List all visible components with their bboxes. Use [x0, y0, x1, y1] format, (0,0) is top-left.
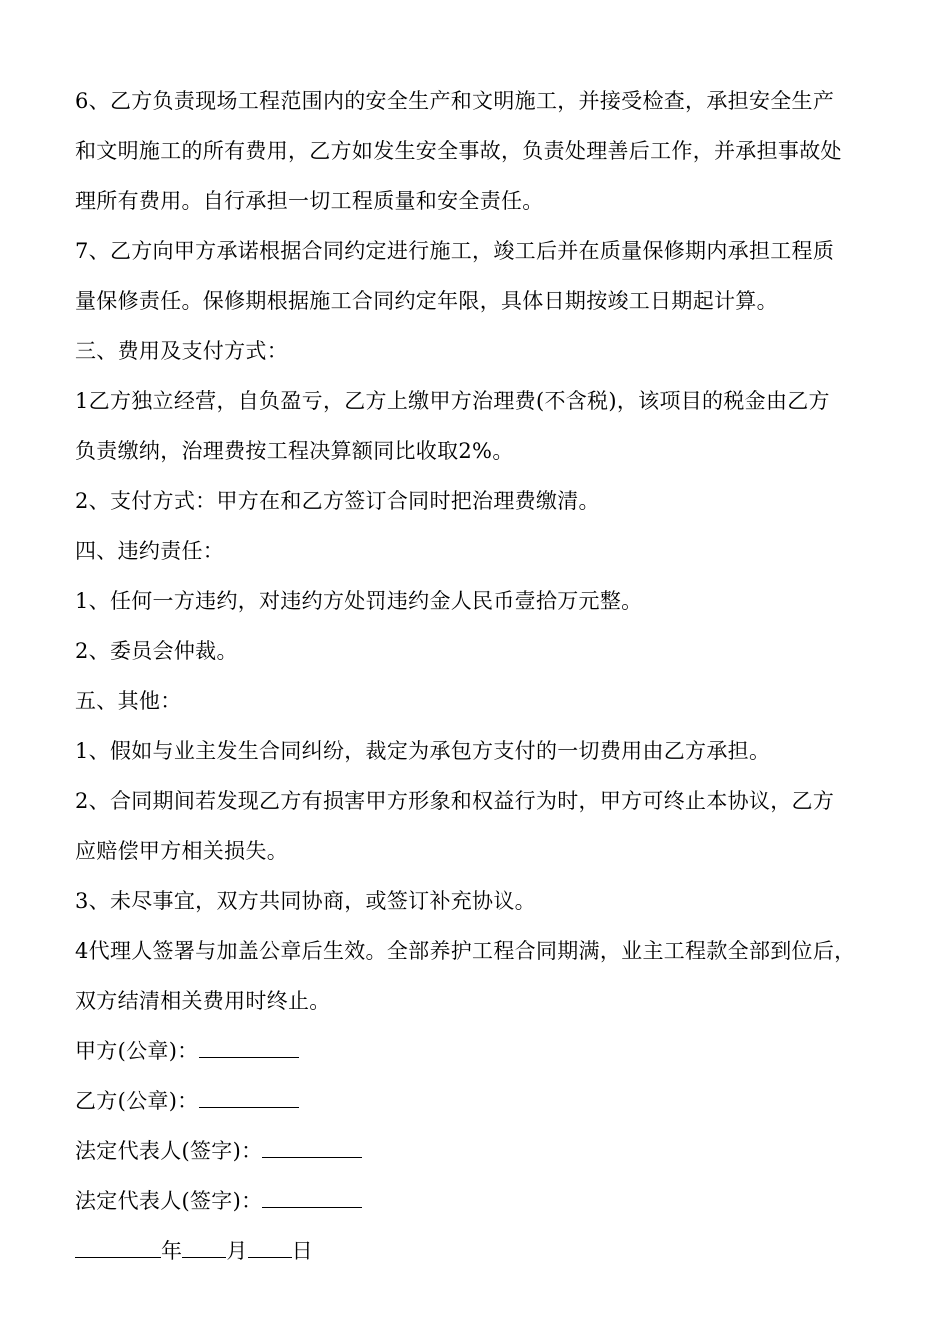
legal-rep-2-signature-blank[interactable] [262, 1189, 362, 1208]
section-3-heading: 三、费用及支付方式： [75, 339, 288, 363]
clause-6-line-3: 理所有费用。自行承担一切工程质量和安全责任。 [75, 189, 544, 213]
clause-6-line-1: 6、乙方负责现场工程范围内的安全生产和文明施工，并接受检查，承担安全生产 [75, 89, 835, 113]
date-day-blank[interactable] [248, 1239, 292, 1258]
party-b-seal-row [75, 1088, 895, 1114]
other-clause-4-line-2: 双方结清相关费用时终止。 [75, 989, 331, 1013]
other-clause-2-line-2: 应赔偿甲方相关损失。 [75, 839, 288, 863]
date-month-label: 月 [226, 1239, 248, 1263]
party-a-seal-row [75, 1038, 895, 1064]
breach-clause-1: 1、任何一方违约，对违约方处罚违约金人民币壹拾万元整。 [75, 589, 643, 613]
other-clause-3: 3、未尽事宜，双方共同协商，或签订补充协议。 [75, 889, 536, 913]
section-4-heading: 四、违约责任： [75, 539, 225, 563]
other-clause-1: 1、假如与业主发生合同纠纷，裁定为承包方支付的一切费用由乙方承担。 [75, 739, 771, 763]
section-5-heading: 五、其他： [75, 689, 182, 713]
payment-clause-1-line-1: 1乙方独立经营，自负盈亏，乙方上缴甲方治理费(不含税)，该项目的税金由乙方 [75, 389, 830, 413]
date-row [75, 1238, 895, 1264]
clause-7-line-2: 量保修责任。保修期根据施工合同约定年限，具体日期按竣工日期起计算。 [75, 289, 778, 313]
legal-rep-1-label: 法定代表人(签字)： [75, 1139, 263, 1163]
party-a-seal-blank[interactable] [199, 1039, 299, 1058]
party-b-seal-blank[interactable] [199, 1089, 299, 1108]
date-year-blank[interactable] [75, 1239, 161, 1258]
legal-rep-1-row [75, 1138, 895, 1164]
party-b-seal-label: 乙方(公章)： [75, 1089, 199, 1113]
payment-clause-1-line-2: 负责缴纳，治理费按工程决算额同比收取2%。 [75, 439, 514, 463]
clause-6-line-2: 和文明施工的所有费用，乙方如发生安全事故，负责处理善后工作，并承担事故处 [75, 139, 842, 163]
legal-rep-2-row [75, 1188, 895, 1214]
date-month-blank[interactable] [182, 1239, 226, 1258]
payment-clause-2: 2、支付方式：甲方在和乙方签订合同时把治理费缴清。 [75, 489, 600, 513]
breach-clause-2: 2、委员会仲裁。 [75, 639, 238, 663]
legal-rep-1-signature-blank[interactable] [262, 1139, 362, 1158]
date-year-label: 年 [161, 1239, 183, 1263]
date-day-label: 日 [291, 1239, 313, 1263]
legal-rep-2-label: 法定代表人(签字)： [75, 1189, 263, 1213]
party-a-seal-label: 甲方(公章)： [75, 1039, 199, 1063]
other-clause-2-line-1: 2、合同期间若发现乙方有损害甲方形象和权益行为时，甲方可终止本协议，乙方 [75, 789, 835, 813]
other-clause-4-line-1: 4代理人签署与加盖公章后生效。全部养护工程合同期满，业主工程款全部到位后， [75, 939, 856, 963]
clause-7-line-1: 7、乙方向甲方承诺根据合同约定进行施工，竣工后并在质量保修期内承担工程质 [75, 239, 835, 263]
